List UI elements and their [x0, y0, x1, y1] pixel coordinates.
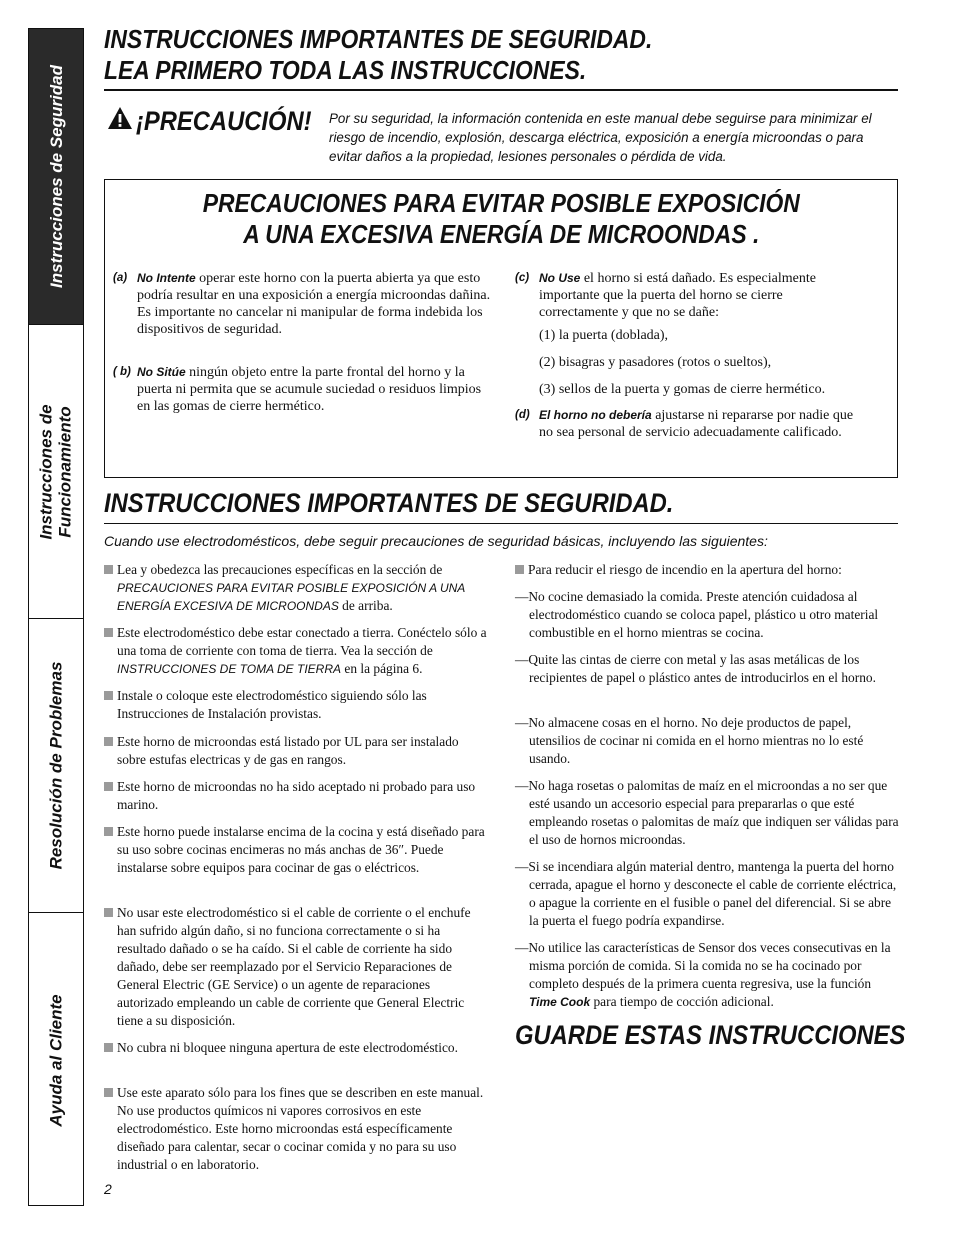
microwave-precautions-box	[104, 179, 898, 478]
list-item: Este electrodoméstico debe estar conectado a tierra. Conéctelo sólo a una toma de corriente con toma de tierra. Vea la sección de INSTRUCCIONES DE TOMA DE TIERRA en la página 6.	[104, 624, 488, 678]
list-item: —No haga rosetas o palomitas de maíz en el microondas a no ser que esté usando un accesorio especial para prepararlas o que esté empleando rosetas o palomitas de maíz que indiquen ser válidas para el uso de hornos microondas.	[515, 778, 899, 847]
warning-icon	[107, 106, 133, 130]
precaution-d: (d) El horno no debería ajustarse ni repararse por nadie que no sea personal de servicio adecuadamente calificado.	[515, 408, 854, 440]
section-intro: Cuando use electrodomésticos, debe seguir precauciones de seguridad básicas, incluyendo las siguientes:	[104, 533, 768, 549]
list-item: Instale o coloque este electrodoméstico siguiendo sólo las Instrucciones de Instalación provistas.	[104, 687, 488, 723]
list-item: —No utilice las características de Sensor dos veces consecutivas en la misma porción de comida. Si la comida no se ha cocinado por completo después de la primera cuenta regresiva, use la función Time Cook para tiempo de cocción adicional.	[515, 940, 891, 1009]
page-title: INSTRUCCIONES IMPORTANTES DE SEGURIDAD. LEA PRIMERO TODA LAS INSTRUCCIONES.	[104, 24, 653, 85]
tab-ayuda-cliente[interactable]	[29, 913, 83, 1207]
list-item: Este horno de microondas está listado por UL para ser instalado sobre estufas electricas y de gas en rangos.	[104, 733, 488, 769]
divider	[104, 523, 898, 524]
bullet-icon	[104, 737, 113, 746]
list-item: —Quite las cintas de cierre con metal y las asas metálicas de los recipientes de papel o plástico antes de introducirlos en el horno.	[515, 652, 876, 685]
list-item: No cubra ni bloquee ninguna apertura de este electrodoméstico.	[104, 1039, 458, 1057]
tab-instrucciones-funcionamiento[interactable]	[29, 325, 83, 619]
sub-item: (1) la puerta (doblada),	[539, 328, 669, 343]
bullet-icon	[104, 1088, 113, 1097]
divider	[104, 89, 898, 91]
bullet-icon	[515, 565, 524, 574]
list-item: Lea y obedezca las precauciones específicas en la sección de PRECAUCIONES PARA EVITAR POSIBLE EXPOSICIÓN A UNA ENERGÍA EXCESIVA DE MICROONDAS de arriba.	[104, 561, 488, 615]
save-instructions-heading: GUARDE ESTAS INSTRUCCIONES	[515, 1020, 906, 1050]
bullet-icon	[104, 628, 113, 637]
precaution-a: (a) No Intente operar este horno con la puerta abierta ya que esto podría resultar en una exposición a energía microondas dañina. Es importante no cancelar ni manipular de forma indebida los dispositivos de seguridad.	[113, 271, 491, 337]
side-tabs	[28, 28, 84, 1206]
sub-item: (2) bisagras y pasadores (rotos o sueltos),	[539, 355, 772, 370]
bullet-icon	[104, 782, 113, 791]
precaution-c: (c) No Use el horno si está dañado. Es especialmente importante que la puerta del horno se cierre correctamente y que no se dañe: (1) la puerta (doblada), (2) bisagras y pasadores (rotos o sueltos), (3) sellos de la puerta y gomas de cierre hermético.	[515, 270, 865, 398]
bullet-icon	[104, 565, 113, 574]
bullet-icon	[104, 1043, 113, 1052]
section-title: INSTRUCCIONES IMPORTANTES DE SEGURIDAD.	[104, 488, 674, 518]
precaution-b: ( b) No Sitúe ningún objeto entre la parte frontal del horno y la puerta ni permita que se acumule suciedad o residuos limpios en las gomas de cierre hermético.	[113, 365, 482, 414]
tab-label: Ayuda al Cliente	[46, 993, 66, 1127]
tab-label: Instrucciones de Seguridad	[46, 65, 66, 288]
caution-text: Por su seguridad, la información contenida en este manual debe seguirse para minimizar el riesgo de incendio, explosión, descarga eléctrica, exposición a energía microondas o para evitar daños a la propiedad, lesiones personales o pérdida de vida.	[329, 111, 872, 164]
list-item: Para reducir el riesgo de incendio en la apertura del horno:	[515, 561, 842, 579]
tab-label: Instrucciones de Funcionamiento	[37, 403, 76, 540]
bullet-icon	[104, 908, 113, 917]
tab-resolucion-problemas[interactable]	[29, 619, 83, 913]
page-number: 2	[104, 1181, 112, 1197]
list-item: Use este aparato sólo para los fines que se describen en este manual. No use productos químicos ni vapores corrosivos en este electrodoméstico. Este horno microondas está específicamente diseñado para calentar, secar o cocinar comida y no para su uso industrial o en laboratorio.	[104, 1084, 488, 1174]
list-item: —No cocine demasiado la comida. Preste atención cuidadosa al electrodoméstico cuando se coloca papel, plástico u otro material combustible en el horno mientras se cocina.	[515, 589, 879, 640]
list-item: —No almacene cosas en el horno. No deje productos de papel, utensilios de cocinar ni comida en el horno mientras no lo esté usando.	[515, 715, 864, 766]
box-title: PRECAUCIONES PARA EVITAR POSIBLE EXPOSICIÓN A UNA EXCESIVA ENERGÍA DE MICROONDAS .	[202, 188, 800, 249]
tab-label: Resolución de Problemas	[46, 661, 66, 870]
bullet-icon	[104, 827, 113, 836]
sub-item: (3) sellos de la puerta y gomas de cierre hermético.	[539, 382, 826, 397]
list-item: No usar este electrodoméstico si el cable de corriente o el enchufe han sufrido algún daño, si no funciona correctamente o si ha resultado dañado o se ha caído. Si el cable de corriente ha sido dañado, debe ser reemplazado por el Servicio Reparaciones de General Electric (GE Service) o un agente de reparaciones autorizado empleando un cable de corriente que General Electric tiene a su disposición.	[104, 904, 488, 1030]
list-item: Este horno de microondas no ha sido aceptado ni probado para uso marino.	[104, 778, 488, 814]
list-item: Este horno puede instalarse encima de la cocina y está diseñado para su uso sobre cocinas encimeras no más anchas de 36″. Puede instalarse sobre equipos para cocinar de gas o eléctricos.	[104, 823, 488, 877]
bullet-icon	[104, 691, 113, 700]
tab-instrucciones-seguridad[interactable]	[29, 29, 83, 325]
list-item: —Si se incendiara algún material dentro, mantenga la puerta del horno cerrada, apague el horno y desconecte el cable de corriente eléctrica, o apague la corriente en el fusible o panel del diferencial. Si se abre la puerta el fuego podría expandirse.	[515, 859, 897, 928]
caution-label: ¡PRECAUCIÓN!	[136, 106, 312, 136]
